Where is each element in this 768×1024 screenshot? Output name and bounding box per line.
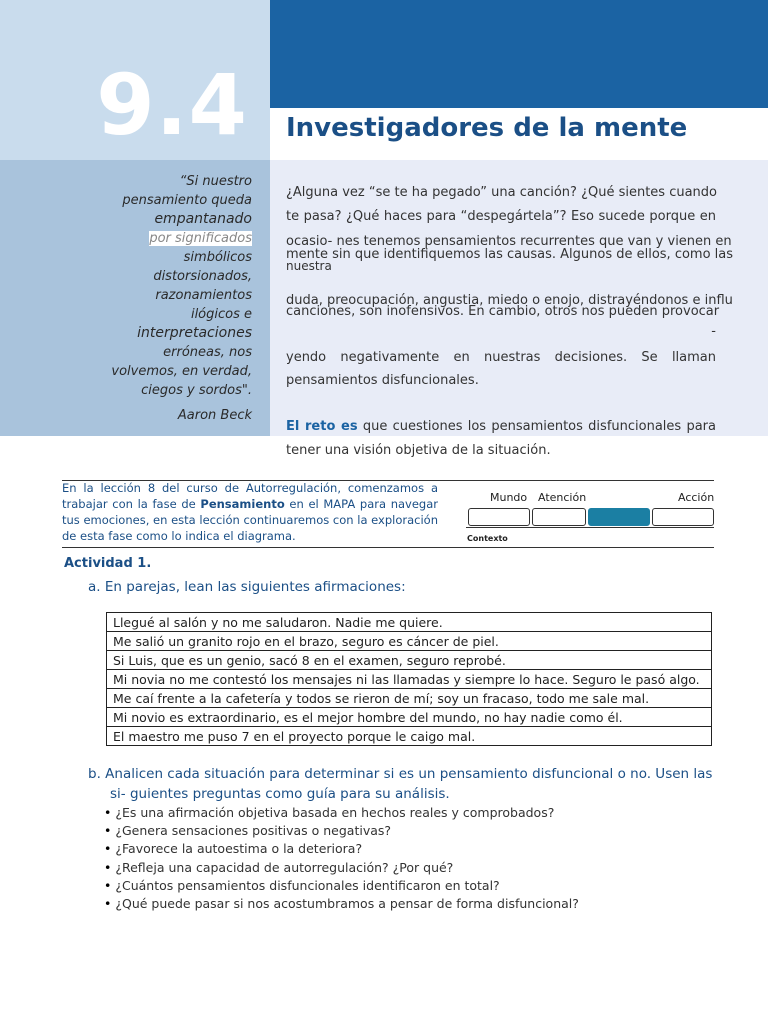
intro-line: te pasa? ¿Qué haces para “despegártela”? Eso sucede porque en: [286, 209, 716, 224]
table-row: [107, 708, 712, 727]
quote-line: ciegos y sordos".: [141, 383, 252, 398]
quote-line: razonamientos: [155, 288, 252, 303]
step-b: b. Analicen cada situación para determinar si es un pensamiento disfuncional o no. Usen las: [88, 766, 713, 782]
list-item: • ¿Favorece la autoestima o la deteriora?: [104, 840, 579, 858]
divider: [62, 547, 714, 548]
table-row: [107, 689, 712, 708]
challenge-line-2: tener una visión objetiva de la situación.: [286, 443, 551, 458]
statement-cell: Me caí frente a la cafetería y todos se rieron de mí; soy un fracaso, todo me sale mal.: [107, 689, 712, 708]
objective-text-end: en el MAPA para navegar tus emociones, en esta lección continuaremos con la exploración de esta fase como lo indica el diagrama.: [62, 497, 438, 543]
lesson-number: 9.4: [96, 56, 248, 154]
diagram-step-pensamiento: [588, 508, 650, 526]
quote-text: [100, 172, 252, 400]
activity-title: Actividad 1.: [64, 556, 152, 571]
step-b-cont: si- guientes preguntas como guía para su análisis.: [110, 786, 450, 802]
diagram-label-contexto: Contexto: [467, 534, 508, 543]
intro-line: pensamientos disfuncionales.: [286, 373, 479, 388]
quote-line: ilógicos e: [190, 307, 252, 322]
statement-cell: Mi novio es extraordinario, es el mejor hombre del mundo, no hay nadie como él.: [107, 708, 712, 727]
objective-text: En la lección 8 del curso de Autorregulación, comenzamos a trabajar con la fase de: [62, 481, 438, 511]
lesson-objective: [62, 480, 438, 544]
diagram-step-accion: [652, 508, 714, 526]
challenge-line: [286, 418, 716, 436]
quote-line: erróneas, nos: [163, 345, 252, 360]
diagram-step-atencion: [532, 508, 586, 526]
table-row: [107, 670, 712, 689]
page-title: Investigadores de la mente: [286, 113, 688, 143]
quote-author: Aaron Beck: [177, 408, 252, 423]
intro-line: nuestra: [286, 259, 332, 273]
intro-line: ocasio- nes tenemos pensamientos recurrentes que van y vienen en: [286, 234, 732, 249]
statements-table: [106, 612, 712, 746]
intro-line: mente sin que identifiquemos las causas. Algunos de ellos, como las: [286, 247, 734, 262]
quote-line: empantanado: [154, 211, 252, 227]
table-row: [107, 727, 712, 746]
list-item: • ¿Genera sensaciones positivas o negativas?: [104, 822, 579, 840]
challenge-text: que cuestiones los pensamientos disfuncionales para: [362, 419, 716, 434]
objective-highlight: Pensamiento: [200, 497, 285, 511]
table-row: [107, 651, 712, 670]
list-item: • ¿Es una afirmación objetiva basada en hechos reales y comprobados?: [104, 804, 579, 822]
quote-line: “Si nuestro: [179, 174, 252, 189]
quote-line: por significados: [149, 231, 252, 246]
statement-cell: Llegué al salón y no me saludaron. Nadie me quiere.: [107, 613, 712, 632]
diagram-label-accion: Acción: [678, 491, 715, 504]
diagram-context-line: [466, 527, 714, 528]
challenge-label: El reto es: [286, 419, 358, 434]
intro-line: ¿Alguna vez “se te ha pegado” una canción? ¿Qué sientes cuando: [286, 185, 717, 200]
intro-line: -: [711, 324, 716, 339]
statement-cell: Me salió un granito rojo en el brazo, seguro es cáncer de piel.: [107, 632, 712, 651]
quote-line: interpretaciones: [137, 325, 252, 341]
intro-line: yendo negativamente en nuestras decisiones. Se llaman: [286, 350, 716, 365]
diagram-label-mundo: Mundo: [490, 491, 528, 504]
guide-questions: [104, 804, 579, 913]
quote-line: distorsionados,: [153, 269, 252, 284]
intro-line: duda, preocupación, angustia, miedo o enojo, distrayéndonos e influ: [286, 293, 733, 308]
quote-line: simbólicos: [183, 250, 252, 265]
list-item: • ¿Cuántos pensamientos disfuncionales identificaron en total?: [104, 877, 579, 895]
quote-line: volvemos, en verdad,: [111, 364, 252, 379]
statement-cell: Si Luis, que es un genio, sacó 8 en el examen, seguro reprobé.: [107, 651, 712, 670]
list-item: • ¿Refleja una capacidad de autorregulación? ¿Por qué?: [104, 859, 579, 877]
table-row: [107, 613, 712, 632]
step-a: a. En parejas, lean las siguientes afirmaciones:: [88, 579, 406, 595]
quote-line: pensamiento queda: [122, 193, 252, 208]
diagram-step-mundo: [468, 508, 530, 526]
statement-cell: Mi novia no me contestó los mensajes ni las llamadas y siempre lo hace. Seguro le pasó algo.: [107, 670, 712, 689]
table-row: [107, 632, 712, 651]
intro-line: canciones, son inofensivos. En cambio, otros nos pueden provocar: [286, 304, 720, 319]
statement-cell: El maestro me puso 7 en el proyecto porque le caigo mal.: [107, 727, 712, 746]
diagram-label-atencion: Atención: [538, 491, 587, 504]
list-item: • ¿Qué puede pasar si nos acostumbramos a pensar de forma disfuncional?: [104, 895, 579, 913]
